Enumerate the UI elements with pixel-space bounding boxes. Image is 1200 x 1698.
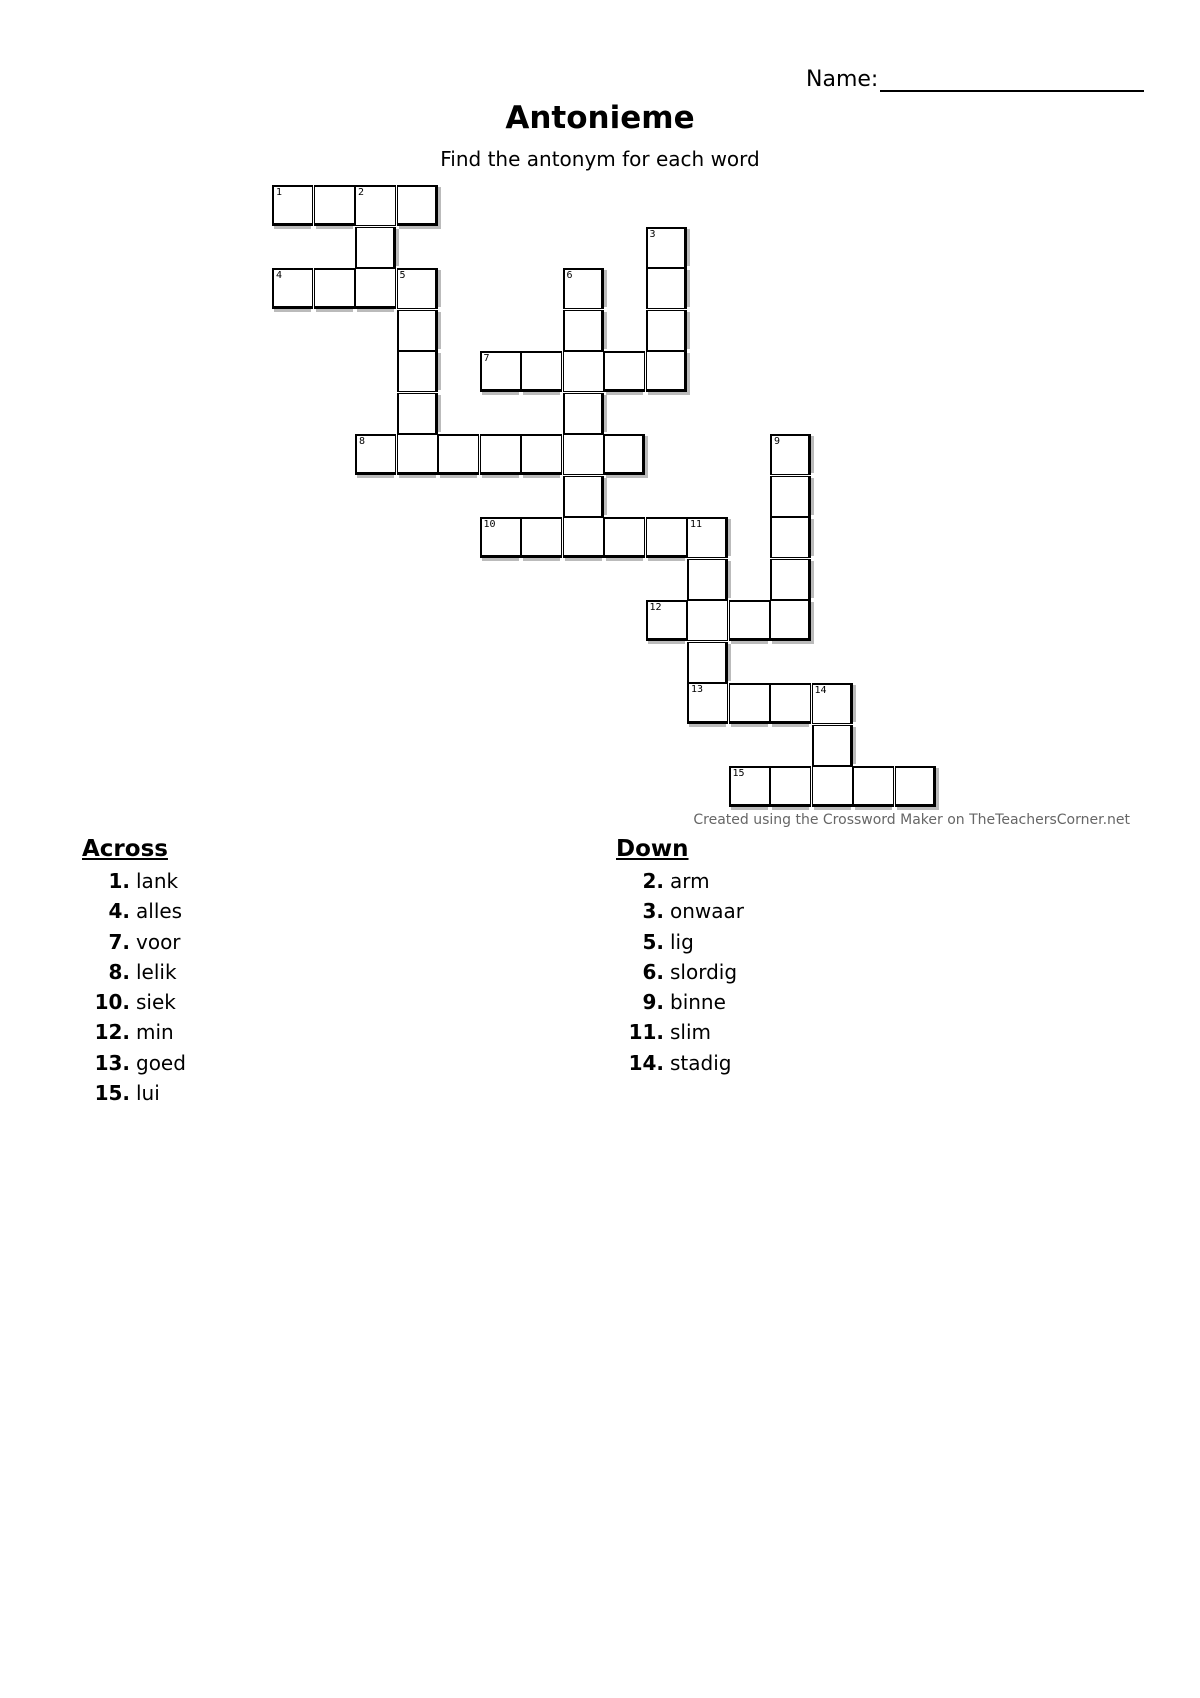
- crossword-cell[interactable]: [397, 268, 438, 309]
- crossword-cell[interactable]: [729, 683, 770, 724]
- crossword-cell[interactable]: [563, 517, 604, 558]
- crossword-cell[interactable]: [480, 351, 521, 392]
- crossword-cell[interactable]: [563, 434, 604, 475]
- name-line[interactable]: [880, 66, 1144, 92]
- clue-number: 12.: [94, 1020, 130, 1045]
- clue-number: 6.: [642, 959, 664, 984]
- name-label: Name:: [806, 67, 879, 92]
- crossword-cell[interactable]: [687, 642, 728, 683]
- crossword-cell[interactable]: [314, 268, 355, 309]
- crossword-cell[interactable]: [272, 185, 313, 226]
- clue-number: 13.: [94, 1050, 130, 1075]
- crossword-cell[interactable]: [812, 683, 853, 724]
- cell-number: 12: [649, 602, 662, 613]
- across-clue: [78, 896, 498, 926]
- crossword-cell[interactable]: [646, 227, 687, 268]
- credit-text: Created using the Crossword Maker on TheTeachersCorner.net: [693, 812, 1130, 828]
- page-subtitle: Find the antonym for each word: [440, 147, 760, 171]
- clue-text: arm: [670, 869, 710, 893]
- crossword-cell[interactable]: [687, 683, 728, 724]
- clue-number: 1.: [108, 869, 130, 893]
- crossword-cell[interactable]: [687, 600, 728, 641]
- clue-number: 15.: [94, 1081, 130, 1106]
- cell-number: 2: [358, 187, 365, 198]
- crossword-cell[interactable]: [314, 185, 355, 226]
- crossword-cell[interactable]: [563, 476, 604, 517]
- down-clue: [612, 1048, 1032, 1078]
- cell-number: 1: [276, 187, 283, 198]
- crossword-cell[interactable]: [646, 351, 687, 392]
- clue-number: 2.: [642, 869, 664, 893]
- across-clue: [78, 957, 498, 987]
- across-clue: [78, 1017, 498, 1047]
- crossword-cell[interactable]: [438, 434, 479, 475]
- cell-number: 14: [814, 685, 827, 696]
- down-clue: [612, 927, 1032, 957]
- crossword-cell[interactable]: [563, 268, 604, 309]
- crossword-cell[interactable]: [770, 517, 811, 558]
- clue-number: 3.: [642, 899, 664, 924]
- cell-number: 13: [691, 684, 704, 695]
- clue-number: 7.: [108, 929, 130, 954]
- name-field[interactable]: [806, 66, 1144, 92]
- clue-text: binne: [670, 990, 726, 1015]
- crossword-cell[interactable]: [272, 268, 313, 309]
- crossword-cell[interactable]: [480, 517, 521, 558]
- clue-number: 8.: [108, 959, 130, 984]
- across-clue: [78, 987, 498, 1017]
- crossword-cell[interactable]: [355, 185, 396, 226]
- crossword-cell[interactable]: [397, 434, 438, 475]
- cell-number: 5: [399, 270, 406, 281]
- clue-number: 9.: [642, 990, 664, 1015]
- crossword-cell[interactable]: [646, 600, 687, 641]
- crossword-cell[interactable]: [687, 559, 728, 600]
- crossword-cell[interactable]: [521, 351, 562, 392]
- clue-text: min: [136, 1020, 174, 1045]
- crossword-cell[interactable]: [355, 434, 396, 475]
- crossword-cell[interactable]: [770, 559, 811, 600]
- down-clue: [612, 896, 1032, 926]
- crossword-cell[interactable]: [687, 517, 728, 558]
- crossword-cell[interactable]: [397, 185, 438, 226]
- clue-text: lank: [136, 869, 179, 893]
- crossword-cell[interactable]: [770, 683, 811, 724]
- clue-number: 4.: [108, 899, 130, 924]
- cell-number: 15: [732, 768, 745, 779]
- cell-number: 7: [483, 353, 490, 364]
- clue-text: siek: [136, 990, 176, 1015]
- crossword-cell[interactable]: [646, 268, 687, 309]
- down-clue: [612, 866, 1032, 896]
- cell-number: 11: [690, 519, 703, 530]
- clue-text: slordig: [670, 959, 738, 984]
- crossword-cell[interactable]: [770, 600, 811, 641]
- down-clue-list: [612, 866, 1032, 1078]
- crossword-cell[interactable]: [355, 227, 396, 268]
- clue-number: 5.: [642, 929, 664, 954]
- crossword-cell[interactable]: [729, 766, 770, 807]
- page-title: Antonieme: [505, 100, 695, 136]
- crossword-cell[interactable]: [521, 517, 562, 558]
- crossword-cell[interactable]: [563, 393, 604, 434]
- cell-number: 4: [276, 270, 283, 281]
- crossword-cell[interactable]: [521, 434, 562, 475]
- crossword-cell[interactable]: [812, 766, 853, 807]
- crossword-cell[interactable]: [646, 310, 687, 351]
- clue-text: voor: [136, 929, 181, 954]
- crossword-cell[interactable]: [770, 476, 811, 517]
- cell-number: 6: [566, 270, 573, 281]
- crossword-cell[interactable]: [853, 766, 894, 807]
- crossword-cell[interactable]: [770, 766, 811, 807]
- clue-number: 11.: [628, 1020, 664, 1045]
- crossword-cell[interactable]: [563, 310, 604, 351]
- crossword-cell[interactable]: [604, 351, 645, 392]
- across-clue: [78, 927, 498, 957]
- across-heading: Across: [82, 836, 168, 862]
- clue-text: alles: [136, 899, 183, 924]
- clue-text: lui: [136, 1081, 160, 1106]
- down-clues: [612, 836, 1032, 1078]
- crossword-cell[interactable]: [812, 725, 853, 766]
- crossword-cell[interactable]: [397, 351, 438, 392]
- crossword-cell[interactable]: [729, 600, 770, 641]
- clue-number: 10.: [94, 990, 130, 1015]
- cell-number: 9: [774, 436, 781, 447]
- clue-text: onwaar: [670, 899, 745, 924]
- crossword-cell[interactable]: [397, 393, 438, 434]
- cell-number: 10: [483, 519, 496, 530]
- clue-text: lig: [670, 929, 694, 954]
- across-clue: [78, 866, 498, 896]
- clue-text: goed: [136, 1050, 186, 1075]
- across-clue: [78, 1078, 498, 1108]
- down-heading: Down: [616, 836, 689, 862]
- crossword-cell[interactable]: [770, 434, 811, 475]
- clue-number: 14.: [628, 1050, 664, 1075]
- across-clue-list: [78, 866, 498, 1108]
- crossword-cell[interactable]: [646, 517, 687, 558]
- cell-number: 3: [649, 228, 656, 240]
- down-clue: [612, 987, 1032, 1017]
- clue-text: lelik: [136, 959, 177, 984]
- crossword-cell[interactable]: [480, 434, 521, 475]
- across-clues: [78, 836, 498, 1108]
- clue-text: slim: [670, 1020, 712, 1045]
- across-clue: [78, 1048, 498, 1078]
- crossword-cell[interactable]: [604, 434, 645, 475]
- crossword-cell[interactable]: [895, 766, 936, 807]
- crossword-cell[interactable]: [604, 517, 645, 558]
- down-clue: [612, 1017, 1032, 1047]
- crossword-cell[interactable]: [397, 310, 438, 351]
- clue-text: stadig: [670, 1050, 732, 1075]
- crossword-cell[interactable]: [355, 268, 396, 309]
- crossword-cell[interactable]: [563, 351, 604, 392]
- down-clue: [612, 957, 1032, 987]
- cell-number: 8: [359, 436, 366, 447]
